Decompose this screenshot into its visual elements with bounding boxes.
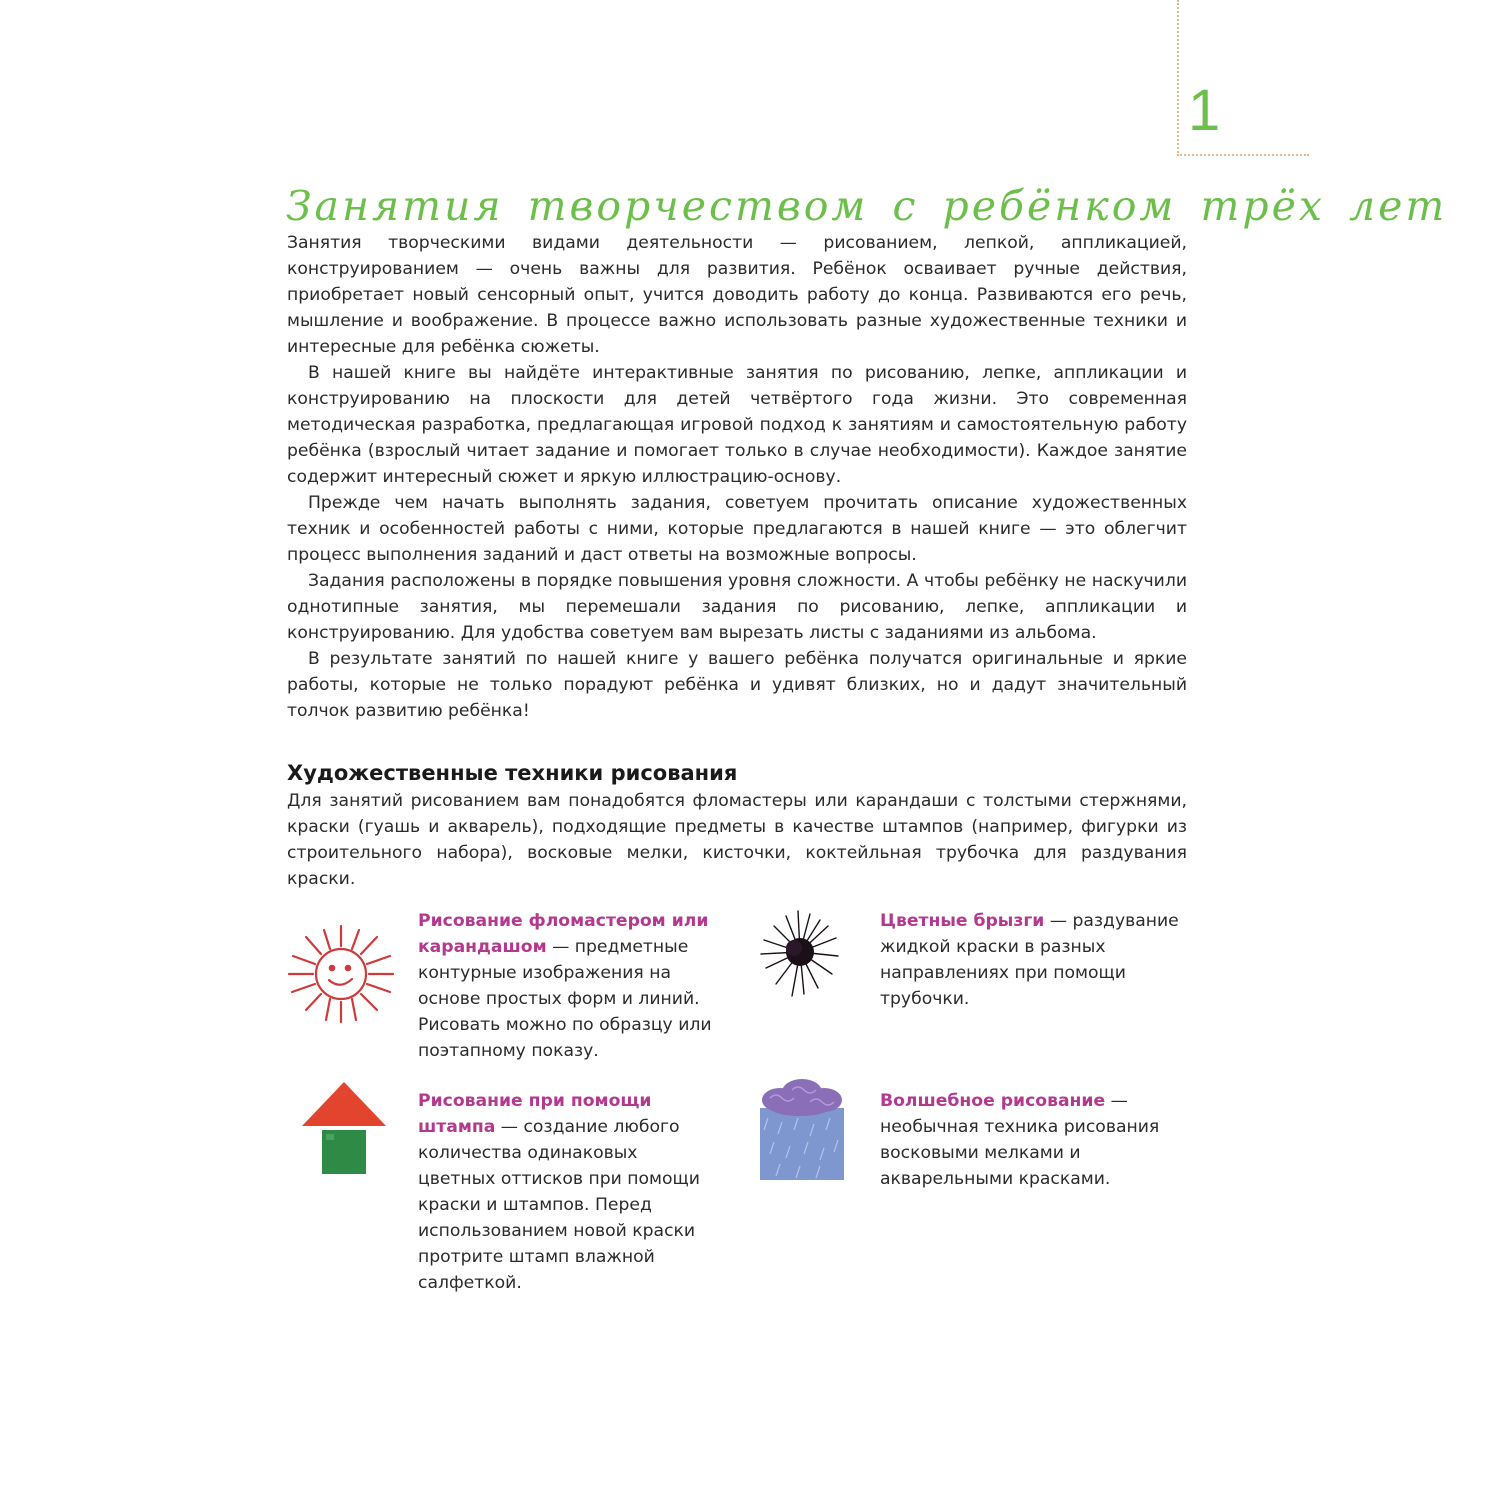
technique-magic-drawing — [880, 1088, 1190, 1192]
rain-cloud-icon — [760, 1078, 844, 1180]
section-text: Для занятий рисованием вам понадобятся фломастеры или карандаши с толстыми стержнями, краски (гуашь и акварель), подходящие предметы в качестве штампов (например, фигурки из строительного набора), восковые мелки, кисточки, коктейльная трубочка для раздувания краски. — [287, 791, 1187, 889]
technique-name: Цветные брызги — [880, 911, 1045, 931]
technique-name: Волшебное рисование — [880, 1091, 1106, 1111]
intro-paragraph: В нашей книге вы найдёте интерактивные занятия по рисованию, лепке, аппликации и конструированию на плоскости для детей четвёртого года жизни. Это современная методическая разработка, предлагающая игровой подход к занятиям и самостоятельную работу ребёнка (взрослый читает задание и помогает только в случае необходимости). Каждое занятие содержит интересный сюжет и яркую иллюстрацию-основу. — [287, 363, 1187, 487]
stamp-house-icon — [300, 1080, 390, 1178]
sun-drawing-icon — [284, 922, 400, 1026]
intro-paragraph: Задания расположены в порядке повышения уровня сложности. А чтобы ребёнку не наскучили однотипные занятия, мы перемешали задания по рисованию, лепке, аппликации и конструированию. Для удобства советуем вам вырезать листы с заданиями из альбома. — [287, 571, 1187, 643]
technique-stamp-drawing — [418, 1088, 718, 1296]
intro-paragraph: Занятия творческими видами деятельности — рисованием, лепкой, аппликацией, конструированием — очень важны для развития. Ребёнок осваивает ручные действия, приобретает новый сенсорный опыт, учится доводить работу до конца. Развиваются его речь, мышление и воображение. В процессе важно использовать разные художественные техники и интересные для ребёнка сюжеты. — [287, 233, 1187, 357]
technique-name: Рисование фломастером или карандашом — [418, 911, 709, 957]
technique-marker-drawing — [418, 908, 718, 1064]
ink-splatter-icon — [758, 908, 842, 1000]
page-number: 1 — [1188, 78, 1221, 143]
intro-text — [287, 230, 1187, 724]
technique-description: — раздувание жидкой краски в разных направлениях при помощи трубочки. — [880, 911, 1179, 1009]
technique-color-splashes — [880, 908, 1190, 1012]
intro-paragraph: Прежде чем начать выполнять задания, советуем прочитать описание художественных техник и особенностей работы с ними, которые предлагаются в нашей книге — это облегчит процесс выполнения заданий и даст ответы на возможные вопросы. — [287, 493, 1187, 565]
section-heading: Художественные техники рисования — [287, 761, 738, 785]
page-title: Занятия творчеством с ребёнком трёх лет — [286, 182, 1448, 230]
technique-description: — предметные контурные изображения на основе простых форм и линий. Рисовать можно по образцу или поэтапному показу. — [418, 937, 712, 1061]
technique-name: Рисование при помощи штампа — [418, 1091, 652, 1137]
intro-paragraph: В результате занятий по нашей книге у вашего ребёнка получатся оригинальные и яркие работы, которые не только порадуют ребёнка и удивят близких, но и дадут значительный толчок развитию ребёнка! — [287, 649, 1187, 721]
technique-description: — необычная техника рисования восковыми мелками и акварельными красками. — [880, 1091, 1160, 1189]
technique-description: — создание любого количества одинаковых цветных оттисков при помощи краски и штампов. Перед использованием новой краски протрите штамп влажной салфеткой. — [418, 1117, 700, 1293]
